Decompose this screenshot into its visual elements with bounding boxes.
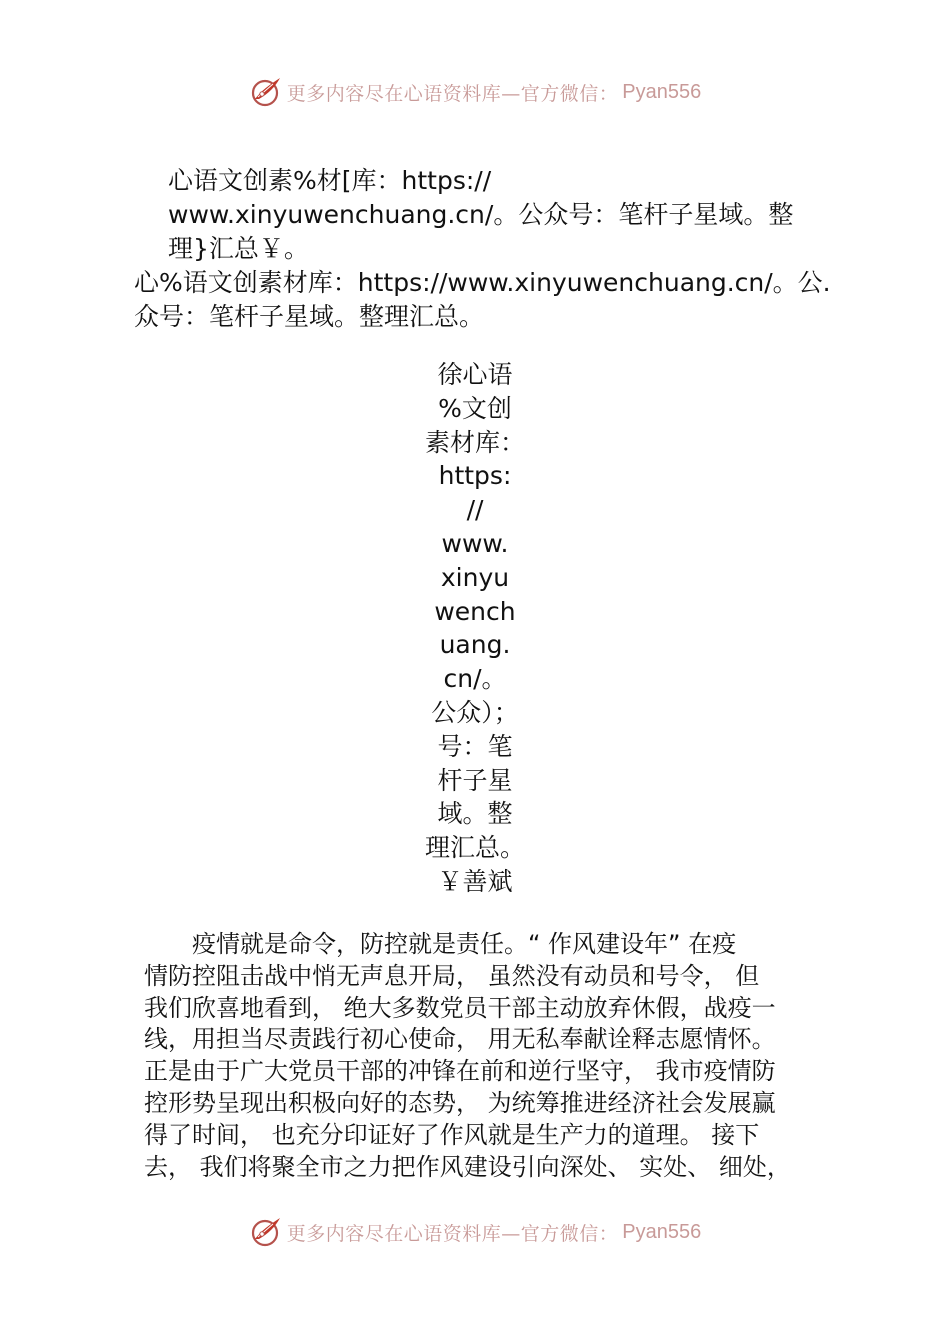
column-line: wench [434,596,516,626]
intro-line: 心%语文创素材库：https://www.xinyuwenchuang.cn/。公. [134,268,831,297]
intro-line: www.xinyuwenchuang.cn/。公众号：笔杆子星域。整 [168,200,794,229]
quill-logo-icon [249,1215,283,1249]
column-line: https: [438,461,512,491]
column-line: cn/。 [443,664,507,694]
column-line: 号：笔 [437,731,513,761]
banner-text: 更多内容尽在心语资料库—官方微信： [286,82,619,105]
body-line: 情防控阻击战中悄无声息开局， 虽然没有动员和号令， 但 [144,961,760,990]
column-line: 公众）； [431,697,519,727]
column-line: 杆子星 [437,765,513,795]
column-line: xinyu [440,562,510,592]
body-line: 去， 我们将聚全市之力把作风建设引向深处、 实处、 细处， [144,1152,791,1181]
column-line: 理汇总。 [425,833,526,863]
intro-line: 理}汇总￥。 [168,234,309,263]
body-line: 正是由于广大党员干部的冲锋在前和逆行坚守， 我市疫情防 [144,1057,776,1086]
footer-banner [0,1212,950,1252]
intro-line: 心语文创素%材[库：https:// [168,166,492,195]
column-line: 徐心语 [437,360,513,389]
header-banner [0,72,950,112]
body-line: 得了时间， 也充分印证好了作风就是生产力的道理。 接下 [144,1120,760,1149]
body-paragraph [144,929,834,1183]
column-line: // [466,495,484,525]
column-line: %文创 [438,393,512,423]
intro-line: 众号：笔杆子星域。整理汇总。 [134,302,485,331]
column-line: www. [441,528,509,558]
narrow-column-text [425,358,525,899]
quill-logo-icon [249,75,283,109]
column-line: 域。整 [437,799,513,829]
column-line: ￥善斌 [437,866,513,896]
banner-wechat-id: Pyan556 [622,1220,702,1243]
body-line: 我们欣喜地看到， 绝大多数党员干部主动放弃休假，战疫一 [144,993,776,1022]
banner-wechat-id: Pyan556 [622,80,702,103]
column-line: uang. [439,630,511,660]
banner-text: 更多内容尽在心语资料库—官方微信： [286,1222,619,1245]
column-line: 素材库： [425,427,526,457]
body-line: 线，用担当尽责践行初心使命， 用无私奉献诠释志愿情怀。 [144,1025,776,1054]
body-line: 控形势呈现出积极向好的态势， 为统筹推进经济社会发展赢 [144,1088,776,1117]
body-line: 疫情就是命令，防控就是责任。“ 作风建设年” 在疫 [144,930,737,958]
